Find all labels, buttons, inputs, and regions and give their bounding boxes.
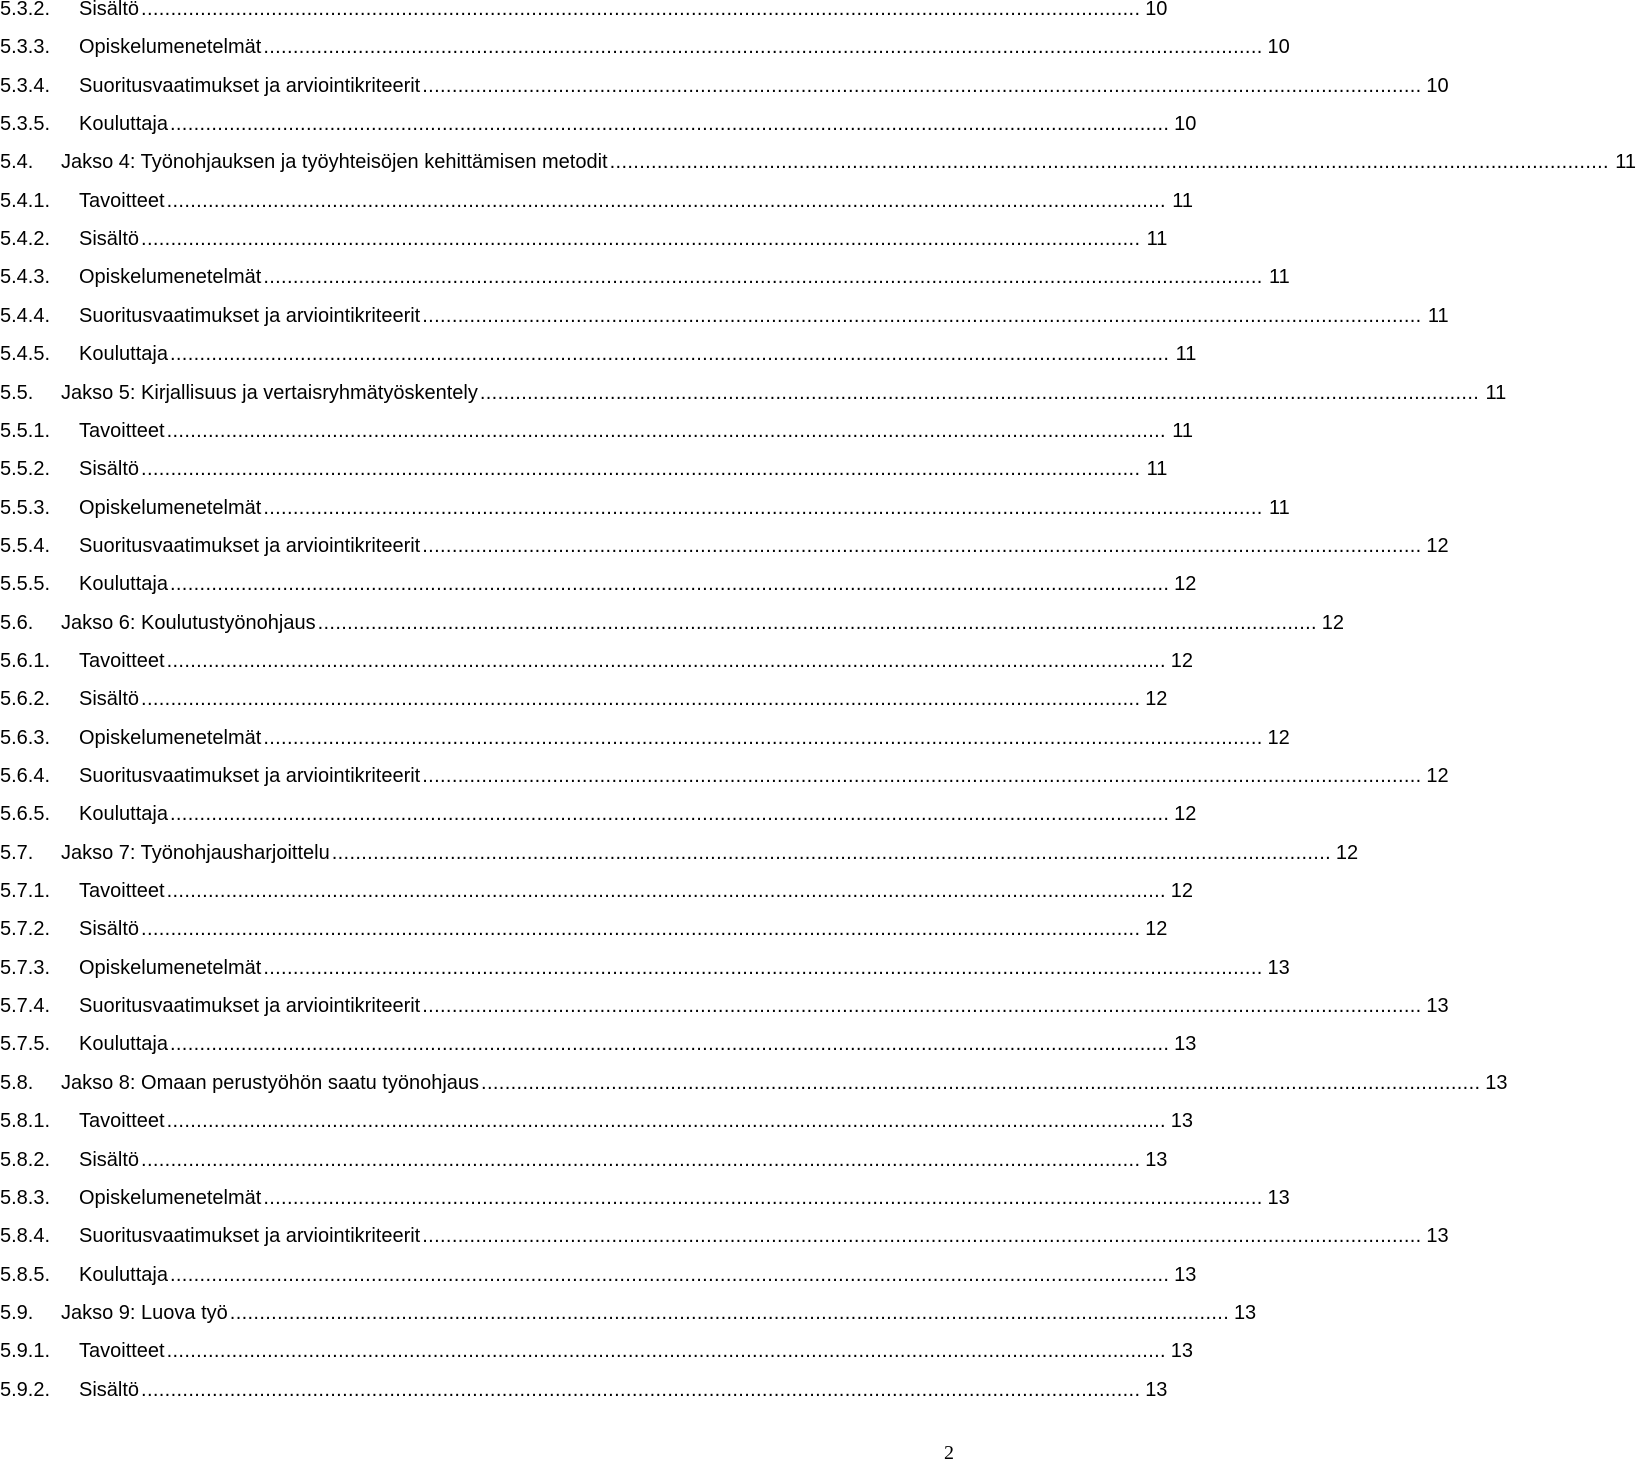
toc-entry-page: 13 <box>1170 1110 1194 1133</box>
dot-leader <box>167 646 1163 676</box>
dot-leader <box>170 1029 1166 1059</box>
dot-leader <box>141 454 1137 484</box>
toc-entry-title: Sisältö <box>79 0 140 20</box>
toc-entry-title: Kouluttaja <box>79 1033 168 1056</box>
toc-entry-number: 5.5.2. <box>0 458 51 481</box>
toc-entry-page: 11 <box>1175 343 1197 366</box>
dot-leader <box>141 1145 1137 1175</box>
dot-leader <box>318 608 1314 638</box>
toc-entry-title: Tavoitteet <box>79 880 165 903</box>
toc-entry-title: Sisältö <box>79 688 140 711</box>
toc-entry[interactable] <box>0 1145 1168 1175</box>
toc-entry-title: Suoritusvaatimukset ja arviointikriteerit <box>79 995 421 1018</box>
toc-entry[interactable] <box>0 1106 1194 1136</box>
toc-entry-page: 11 <box>1172 419 1194 442</box>
toc-entry[interactable] <box>0 723 1290 753</box>
toc-entry-page: 11 <box>1146 228 1168 251</box>
toc-entry[interactable] <box>0 761 1449 791</box>
toc-entry-number: 5.4.2. <box>0 228 51 251</box>
toc-entry-title: Jakso 5: Kirjallisuus ja vertaisryhmätyöskentely <box>61 381 478 404</box>
dot-leader <box>263 953 1259 983</box>
toc-entry-title: Sisältö <box>79 918 140 941</box>
toc-entry-title: Kouluttaja <box>79 1263 168 1286</box>
dot-leader <box>170 1260 1166 1290</box>
toc-entry-number: 5.8.4. <box>0 1225 51 1248</box>
page-number: 2 <box>944 1442 954 1464</box>
toc-entry[interactable] <box>0 569 1197 599</box>
toc-entry[interactable] <box>0 646 1194 676</box>
toc-entry-title: Kouluttaja <box>79 343 168 366</box>
toc-entry[interactable] <box>0 109 1197 139</box>
toc-entry-number: 5.7.2. <box>0 918 51 941</box>
toc-entry[interactable] <box>0 262 1290 292</box>
toc-entry-title: Sisältö <box>79 458 140 481</box>
toc-entry-number: 5.5. <box>0 381 34 404</box>
toc-entry-page: 11 <box>1485 381 1507 404</box>
toc-entry[interactable] <box>0 991 1449 1021</box>
toc-entry-number: 5.6.2. <box>0 688 51 711</box>
toc-entry[interactable] <box>0 1260 1197 1290</box>
dot-leader <box>263 723 1259 753</box>
toc-entry-number: 5.6.3. <box>0 726 51 749</box>
toc-entry[interactable] <box>0 1183 1290 1213</box>
dot-leader <box>263 1183 1259 1213</box>
toc-entry-number: 5.9.1. <box>0 1340 51 1363</box>
toc-entry-number: 5.8.2. <box>0 1148 51 1171</box>
toc-entry-page: 11 <box>1268 266 1290 289</box>
toc-entry-page: 13 <box>1426 1225 1449 1248</box>
dot-leader <box>170 339 1166 369</box>
toc-entry-page: 12 <box>1267 726 1290 749</box>
toc-entry-page: 11 <box>1268 496 1290 519</box>
dot-leader <box>263 32 1259 62</box>
dot-leader <box>422 531 1418 561</box>
dot-leader <box>481 1068 1477 1098</box>
toc-entry-number: 5.7.3. <box>0 956 51 979</box>
toc-entry[interactable] <box>0 1298 1257 1328</box>
dot-leader <box>167 416 1163 446</box>
dot-leader <box>170 569 1166 599</box>
toc-entry-number: 5.3.5. <box>0 113 51 136</box>
toc-entry-title: Tavoitteet <box>79 189 165 212</box>
toc-entry-title: Opiskelumenetelmät <box>79 266 262 289</box>
toc-entry-page: 12 <box>1426 534 1449 557</box>
toc-entry[interactable] <box>0 608 1345 638</box>
toc-entry-page: 11 <box>1615 151 1636 174</box>
toc-entry-page: 11 <box>1146 458 1168 481</box>
toc-entry-number: 5.4.5. <box>0 343 51 366</box>
toc-entry-page: 12 <box>1174 573 1197 596</box>
toc-entry-number: 5.3.3. <box>0 36 51 59</box>
toc-entry-number: 5.8.3. <box>0 1186 51 1209</box>
toc-entry-number: 5.6.5. <box>0 803 51 826</box>
toc-entry-title: Suoritusvaatimukset ja arviointikriteerit <box>79 765 421 787</box>
toc-entry-page: 12 <box>1170 649 1194 672</box>
toc-entry-title: Sisältö <box>79 1378 140 1401</box>
toc-entry-page: 12 <box>1145 688 1168 711</box>
dot-leader <box>480 378 1476 408</box>
dot-leader <box>170 109 1166 139</box>
toc-entry-title: Kouluttaja <box>79 803 168 826</box>
toc-entry-title: Jakso 7: Työnohjausharjoittelu <box>61 841 330 864</box>
toc-entry-title: Opiskelumenetelmät <box>79 36 262 59</box>
toc-entry-page: 12 <box>1426 765 1449 787</box>
toc-entry-number: 5.4.4. <box>0 304 51 327</box>
toc-entry-title: Jakso 6: Koulutustyönohjaus <box>61 611 316 634</box>
toc-entry-title: Tavoitteet <box>79 1110 165 1133</box>
toc-entry-title: Tavoitteet <box>79 419 165 442</box>
toc-entry-title: Opiskelumenetelmät <box>79 1186 262 1209</box>
toc-entry[interactable] <box>0 1336 1194 1366</box>
toc-entry-number: 5.7.5. <box>0 1033 51 1056</box>
toc-entry-page: 13 <box>1426 995 1449 1018</box>
toc-entry[interactable] <box>0 876 1194 906</box>
dot-leader <box>141 0 1137 24</box>
toc-entry-page: 11 <box>1427 304 1449 327</box>
toc-entry-page: 11 <box>1172 189 1194 212</box>
toc-entry[interactable] <box>0 454 1168 484</box>
toc-entry-title: Opiskelumenetelmät <box>79 496 262 519</box>
toc-entry[interactable] <box>0 147 1636 177</box>
toc-entry-title: Kouluttaja <box>79 573 168 596</box>
toc-entry-number: 5.3.4. <box>0 74 51 97</box>
dot-leader <box>422 991 1418 1021</box>
toc-entry-number: 5.7.4. <box>0 995 51 1018</box>
toc-entry-title: Suoritusvaatimukset ja arviointikriteerit <box>79 304 421 327</box>
toc-entry-page: 12 <box>1335 841 1359 864</box>
toc-entry-number: 5.4. <box>0 151 34 174</box>
dot-leader <box>141 914 1137 944</box>
toc-entry-number: 5.4.3. <box>0 266 51 289</box>
toc-entry-page: 13 <box>1174 1263 1197 1286</box>
toc-entry[interactable] <box>0 914 1168 944</box>
toc-entry-page: 10 <box>1267 36 1290 59</box>
toc-entry[interactable] <box>0 0 1168 24</box>
toc-entry[interactable] <box>0 301 1449 331</box>
toc-entry[interactable] <box>0 1375 1168 1405</box>
toc-entry-number: 5.3.2. <box>0 0 51 20</box>
toc-entry-title: Sisältö <box>79 1148 140 1171</box>
toc-entry-page: 13 <box>1174 1033 1197 1056</box>
toc-entry[interactable] <box>0 953 1290 983</box>
dot-leader <box>610 147 1606 177</box>
toc-entry[interactable] <box>0 684 1168 714</box>
toc-entry-number: 5.5.1. <box>0 419 51 442</box>
toc-entry-page: 13 <box>1485 1071 1508 1094</box>
toc-entry-number: 5.7. <box>0 841 34 864</box>
dot-leader <box>167 1336 1163 1366</box>
toc-entry-title: Tavoitteet <box>79 649 165 672</box>
dot-leader <box>230 1298 1226 1328</box>
toc-entry[interactable] <box>0 838 1359 868</box>
toc-entry-page: 13 <box>1233 1301 1257 1324</box>
toc-entry-title: Suoritusvaatimukset ja arviointikriteerit <box>79 74 421 97</box>
toc-entry-title: Kouluttaja <box>79 113 168 136</box>
toc-entry-title: Jakso 4: Työnohjauksen ja työyhteisöjen kehittämisen metodit <box>61 151 608 174</box>
dot-leader <box>141 224 1137 254</box>
dot-leader <box>422 761 1418 791</box>
dot-leader <box>263 262 1259 292</box>
toc-entry-number: 5.7.1. <box>0 880 51 903</box>
toc-entry-title: Opiskelumenetelmät <box>79 956 262 979</box>
toc-entry-number: 5.6. <box>0 611 34 634</box>
toc-entry[interactable] <box>0 32 1290 62</box>
dot-leader <box>170 799 1166 829</box>
toc-entry[interactable] <box>0 186 1194 216</box>
toc-entry-page: 12 <box>1174 803 1197 826</box>
toc-entry-page: 13 <box>1145 1378 1168 1401</box>
toc-entry[interactable] <box>0 1068 1508 1098</box>
toc-entry-page: 13 <box>1267 956 1290 979</box>
toc-entry[interactable] <box>0 339 1197 369</box>
dot-leader <box>141 1375 1137 1405</box>
toc-entry-page: 12 <box>1321 611 1345 634</box>
toc-entry-number: 5.9. <box>0 1301 34 1324</box>
toc-entry-page: 13 <box>1170 1340 1194 1363</box>
toc-entry-number: 5.6.4. <box>0 765 51 787</box>
toc-entry-number: 5.8.1. <box>0 1110 51 1133</box>
toc-entry[interactable] <box>0 378 1507 408</box>
toc-entry-title: Jakso 9: Luova työ <box>61 1301 228 1324</box>
toc-entry[interactable] <box>0 1029 1197 1059</box>
toc-entry-page: 13 <box>1145 1148 1168 1171</box>
toc-entry-title: Jakso 8: Omaan perustyöhön saatu työnohjaus <box>61 1071 480 1094</box>
toc-entry[interactable] <box>0 531 1449 561</box>
dot-leader <box>167 876 1163 906</box>
toc-entry-number: 5.6.1. <box>0 649 51 672</box>
toc-entry-page: 12 <box>1145 918 1168 941</box>
toc-entry-title: Suoritusvaatimukset ja arviointikriteerit <box>79 534 421 557</box>
dot-leader <box>167 186 1163 216</box>
toc-entry[interactable] <box>0 1221 1449 1251</box>
toc-entry-number: 5.5.3. <box>0 496 51 519</box>
toc-entry-page: 10 <box>1426 74 1449 97</box>
dot-leader <box>422 71 1418 101</box>
toc-entry-number: 5.5.5. <box>0 573 51 596</box>
toc-entry-number: 5.4.1. <box>0 189 51 212</box>
toc-entry[interactable] <box>0 71 1449 101</box>
toc-entry[interactable] <box>0 416 1194 446</box>
toc-entry-title: Sisältö <box>79 228 140 251</box>
toc-entry[interactable] <box>0 224 1168 254</box>
toc-entry-title: Suoritusvaatimukset ja arviointikriteerit <box>79 1225 421 1248</box>
toc-entry-title: Opiskelumenetelmät <box>79 726 262 749</box>
toc-entry-page: 10 <box>1145 0 1168 20</box>
toc-entry-number: 5.5.4. <box>0 534 51 557</box>
toc-entry-page: 10 <box>1174 113 1197 136</box>
toc-entry-page: 13 <box>1267 1186 1290 1209</box>
toc-entry-page: 12 <box>1170 880 1194 903</box>
dot-leader <box>422 301 1418 331</box>
toc-entry-title: Tavoitteet <box>79 1340 165 1363</box>
toc-entry-number: 5.8.5. <box>0 1263 51 1286</box>
dot-leader <box>141 684 1137 714</box>
toc-entry-number: 5.8. <box>0 1071 34 1094</box>
toc-entry[interactable] <box>0 799 1197 829</box>
dot-leader <box>167 1106 1163 1136</box>
dot-leader <box>332 838 1328 868</box>
toc-entry[interactable] <box>0 493 1290 523</box>
dot-leader <box>263 493 1259 523</box>
toc-entry-number: 5.9.2. <box>0 1378 51 1401</box>
dot-leader <box>422 1221 1418 1251</box>
